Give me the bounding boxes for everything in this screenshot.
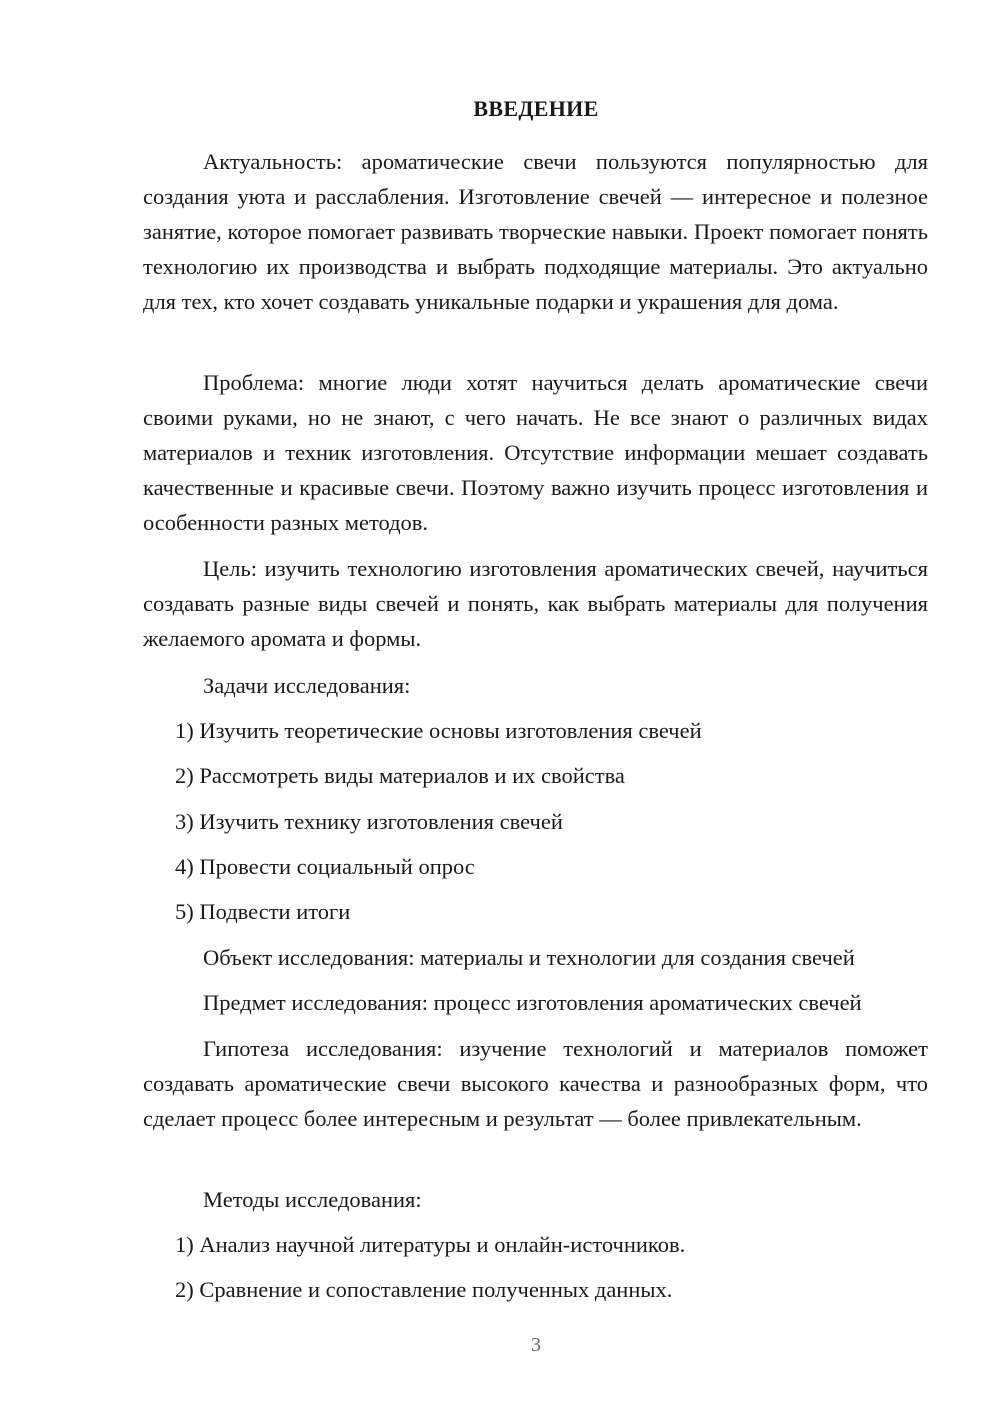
methods-heading: Методы исследования:: [203, 1187, 422, 1212]
relevance-paragraph: Актуальность: ароматические свечи пользуются популярностью для создания уюта и расслабления. Изготовление свечей — интересное и полезное занятие, которое помогает развивать творческие навыки. Проект помогает понять технологию их производства и выбрать подходящие материалы. Это актуально для тех, кто хочет создавать уникальные подарки и украшения для дома.: [143, 149, 928, 314]
tasks-heading: Задачи исследования:: [203, 673, 411, 698]
problem-paragraph: Проблема: многие люди хотят научиться делать ароматические свечи своими руками, но не знают, с чего начать. Не все знают о различных видах материалов и техник изготовления. Отсутствие информации мешает создавать качественные и красивые свечи. Поэтому важно изучить процесс изготовления и особенности разных методов.: [143, 370, 928, 535]
task-item: 4) Провести социальный опрос: [175, 854, 475, 879]
method-item: 2) Сравнение и сопоставление полученных данных.: [175, 1277, 673, 1302]
task-item: 2) Рассмотреть виды материалов и их свойства: [175, 763, 625, 788]
page-title: ВВЕДЕНИЕ: [473, 96, 599, 121]
page-number: 3: [531, 1334, 541, 1356]
task-item: 3) Изучить технику изготовления свечей: [175, 809, 563, 834]
research-subject: Предмет исследования: процесс изготовления ароматических свечей: [203, 990, 862, 1015]
method-item: 1) Анализ научной литературы и онлайн-источников.: [175, 1232, 686, 1257]
task-item: 1) Изучить теоретические основы изготовления свечей: [175, 718, 702, 743]
hypothesis-paragraph: Гипотеза исследования: изучение технологий и материалов поможет создавать ароматические свечи высокого качества и разнообразных форм, что сделает процесс более интересным и результат — более привлекательным.: [143, 1036, 928, 1131]
research-object: Объект исследования: материалы и технологии для создания свечей: [203, 945, 855, 970]
goal-paragraph: Цель: изучить технологию изготовления ароматических свечей, научиться создавать разные виды свечей и понять, как выбрать материалы для получения желаемого аромата и формы.: [143, 556, 928, 651]
task-item: 5) Подвести итоги: [175, 899, 351, 924]
